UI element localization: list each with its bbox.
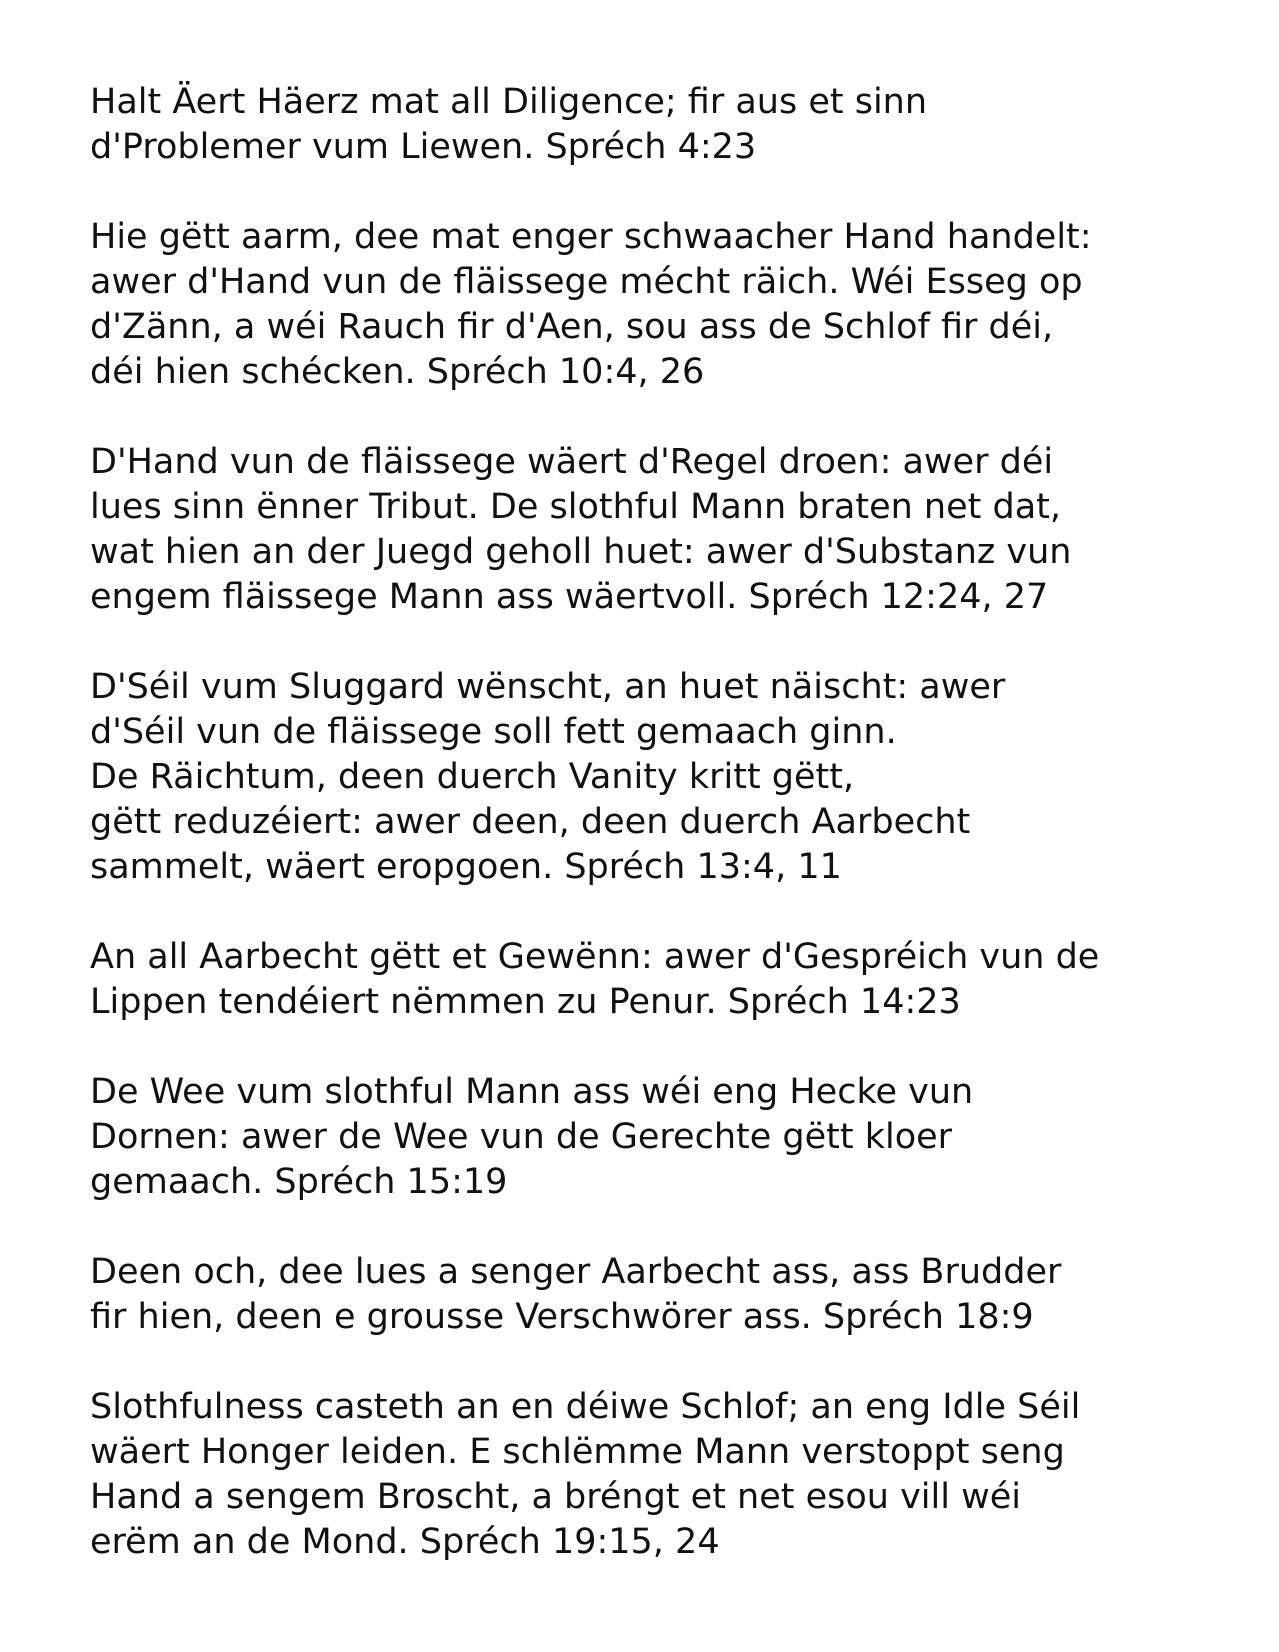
text-line: d'Zänn, a wéi Rauch fir d'Aen, sou ass de Schlof fir déi, xyxy=(90,307,1054,347)
text-line: gemaach. Spréch 15:19 xyxy=(90,1162,508,1202)
document-page xyxy=(90,80,1210,1610)
text-line: sammelt, wäert eropgoen. Spréch 13:4, 11 xyxy=(90,847,842,887)
text-line: D'Séil vum Sluggard wënscht, an huet näischt: awer xyxy=(90,667,1006,707)
text-line: Hand a sengem Broscht, a bréngt et net esou vill wéi xyxy=(90,1477,1021,1517)
text-line: fir hien, deen e grousse Verschwörer ass. Spréch 18:9 xyxy=(90,1297,1034,1337)
text-line: An all Aarbecht gëtt et Gewënn: awer d'Gespréich vun de xyxy=(90,937,1100,977)
text-line: awer d'Hand vun de fläissege mécht räich. Wéi Esseg op xyxy=(90,262,1083,302)
paragraph-1 xyxy=(90,80,1210,170)
text-line: De Wee vum slothful Mann ass wéi eng Hecke vun xyxy=(90,1072,974,1112)
paragraph-7 xyxy=(90,1250,1210,1340)
text-line: Deen och, dee lues a senger Aarbecht ass, ass Brudder xyxy=(90,1252,1062,1292)
text-line: Hie gëtt aarm, dee mat enger schwaacher Hand handelt: xyxy=(90,217,1092,257)
paragraph-3 xyxy=(90,440,1210,620)
text-line: De Räichtum, deen duerch Vanity kritt gëtt, xyxy=(90,757,855,797)
text-line: d'Problemer vum Liewen. Spréch 4:23 xyxy=(90,127,757,167)
paragraph-6 xyxy=(90,1070,1210,1205)
text-line: erëm an de Mond. Spréch 19:15, 24 xyxy=(90,1522,720,1562)
text-line: déi hien schécken. Spréch 10:4, 26 xyxy=(90,352,705,392)
text-line: Slothfulness casteth an en déiwe Schlof; an eng Idle Séil xyxy=(90,1387,1081,1427)
text-line: d'Séil vun de fläissege soll fett gemaach ginn. xyxy=(90,712,897,752)
paragraph-2 xyxy=(90,215,1210,395)
text-line: D'Hand vun de fläissege wäert d'Regel droen: awer déi xyxy=(90,442,1054,482)
paragraph-5 xyxy=(90,935,1210,1025)
text-line: Halt Äert Häerz mat all Diligence; fir aus et sinn xyxy=(90,82,928,122)
paragraph-4 xyxy=(90,665,1210,890)
text-line: wat hien an der Juegd geholl huet: awer d'Substanz vun xyxy=(90,532,1072,572)
text-line: gëtt reduzéiert: awer deen, deen duerch Aarbecht xyxy=(90,802,971,842)
paragraph-8 xyxy=(90,1385,1210,1565)
text-line: Dornen: awer de Wee vun de Gerechte gëtt kloer xyxy=(90,1117,953,1157)
text-line: lues sinn ënner Tribut. De slothful Mann braten net dat, xyxy=(90,487,1061,527)
text-line: Lippen tendéiert nëmmen zu Penur. Spréch 14:23 xyxy=(90,982,961,1022)
text-line: wäert Honger leiden. E schlëmme Mann verstoppt seng xyxy=(90,1432,1065,1472)
text-line: engem fläissege Mann ass wäertvoll. Spréch 12:24, 27 xyxy=(90,577,1049,617)
